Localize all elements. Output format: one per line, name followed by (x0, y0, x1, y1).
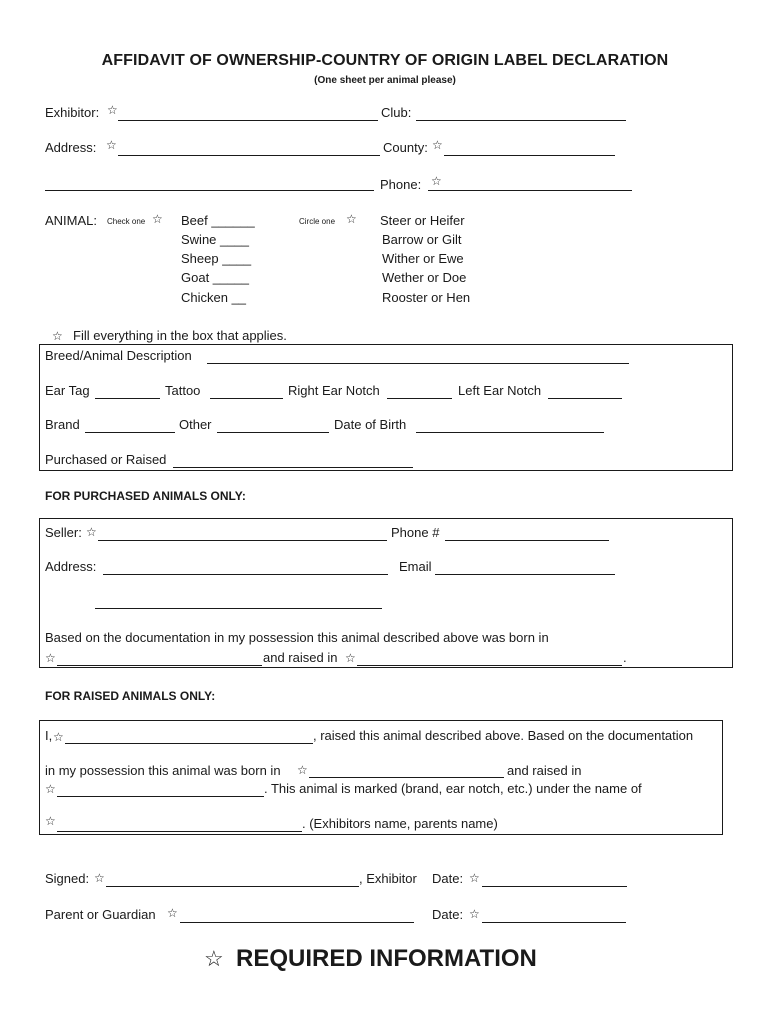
club-field[interactable] (416, 120, 626, 121)
tattoo-label: Tattoo (165, 383, 201, 398)
exhibitor-field[interactable] (118, 120, 378, 121)
required-star-icon: ☆ (469, 907, 480, 921)
sex-option-steer-heifer[interactable]: Steer or Heifer (380, 213, 465, 228)
period-mark: . (623, 650, 627, 665)
raised-in-label: and raised in (263, 650, 338, 665)
breed-label: Breed/Animal Description (45, 348, 192, 363)
required-star-icon: ☆ (152, 212, 163, 226)
documentation-text: Based on the documentation in my possession this animal described above was born in (45, 630, 549, 645)
sex-option-wether-doe[interactable]: Wether or Doe (382, 270, 467, 285)
left-ear-notch-label: Left Ear Notch (458, 383, 542, 398)
i-label: I, (45, 728, 53, 743)
seller-email-field[interactable] (435, 574, 615, 575)
born-in-statement: in my possession this animal was born in (45, 763, 281, 778)
county-field[interactable] (444, 155, 615, 156)
address-line-2-field[interactable] (45, 190, 374, 191)
sex-option-rooster-hen[interactable]: Rooster or Hen (382, 290, 471, 305)
required-star-icon: ☆ (469, 871, 480, 885)
animal-type-sheep[interactable]: Sheep ____ (181, 251, 252, 266)
signed-label: Signed: (45, 871, 90, 886)
page-title: AFFIDAVIT OF OWNERSHIP-COUNTRY OF ORIGIN LABEL DECLARATION (101, 52, 669, 69)
exhibitor-date-field[interactable] (482, 886, 627, 887)
names-note: . (Exhibitors name, parents name) (302, 816, 498, 831)
raised-heading: FOR RAISED ANIMALS ONLY: (45, 689, 216, 703)
address-field[interactable] (118, 155, 380, 156)
raised-born-in-field[interactable] (309, 777, 504, 778)
seller-phone-label: Phone # (391, 525, 440, 540)
animal-label: ANIMAL: (45, 213, 98, 228)
animal-type-swine[interactable]: Swine ____ (181, 232, 249, 247)
animal-type-beef[interactable]: Beef ______ (181, 213, 255, 228)
and-raised-in-label: and raised in (507, 763, 582, 778)
required-star-icon: ☆ (52, 329, 63, 343)
other-field[interactable] (217, 432, 329, 433)
purchased-heading: FOR PURCHASED ANIMALS ONLY: (45, 489, 246, 503)
required-star-icon: ☆ (45, 782, 56, 796)
required-star-icon: ☆ (431, 174, 442, 188)
exhibitor-label: Exhibitor: (45, 105, 100, 120)
sex-option-wither-ewe[interactable]: Wither or Ewe (382, 251, 464, 266)
purchased-raised-field[interactable] (173, 467, 413, 468)
address-label: Address: (45, 140, 97, 155)
date-label-2: Date: (432, 907, 464, 922)
required-star-icon: ☆ (94, 871, 105, 885)
phone-label: Phone: (380, 177, 422, 192)
seller-phone-field[interactable] (445, 540, 609, 541)
born-in-field[interactable] (57, 665, 262, 666)
purchased-raised-label: Purchased or Raised (45, 452, 167, 467)
brand-field[interactable] (85, 432, 175, 433)
animal-type-chicken[interactable]: Chicken __ (181, 290, 247, 305)
club-label: Club: (381, 105, 412, 120)
brand-label: Brand (45, 417, 80, 432)
marked-statement: . This animal is marked (brand, ear notch, etc.) under the name of (264, 781, 642, 796)
guardian-signature-field[interactable] (180, 922, 414, 923)
animal-type-goat[interactable]: Goat _____ (181, 270, 249, 285)
seller-address-field[interactable] (103, 574, 388, 575)
required-star-icon: ☆ (106, 138, 117, 152)
date-label: Date: (432, 871, 464, 886)
circle-one-label: Circle one (299, 217, 336, 226)
required-star-icon: ☆ (432, 138, 443, 152)
ear-tag-field[interactable] (95, 398, 160, 399)
seller-label: Seller: (45, 525, 82, 540)
raised-in-location-field[interactable] (57, 796, 264, 797)
raised-in-field[interactable] (357, 665, 622, 666)
required-star-icon: ☆ (45, 814, 56, 828)
check-one-label: Check one (107, 217, 146, 226)
required-information-legend: REQUIRED INFORMATION (236, 945, 537, 972)
raiser-name-field[interactable] (65, 743, 313, 744)
required-star-icon: ☆ (204, 946, 224, 971)
guardian-date-field[interactable] (482, 922, 626, 923)
sex-option-barrow-gilt[interactable]: Barrow or Gilt (382, 232, 462, 247)
page-subtitle: (One sheet per animal please) (314, 75, 456, 86)
right-ear-notch-field[interactable] (387, 398, 452, 399)
seller-address-line-2-field[interactable] (95, 608, 382, 609)
required-star-icon: ☆ (297, 763, 308, 777)
right-ear-notch-label: Right Ear Notch (288, 383, 380, 398)
seller-address-label: Address: (45, 559, 97, 574)
breed-field[interactable] (207, 363, 629, 364)
date-of-birth-field[interactable] (416, 432, 604, 433)
date-of-birth-label: Date of Birth (334, 417, 407, 432)
seller-email-label: Email (399, 559, 432, 574)
required-star-icon: ☆ (345, 651, 356, 665)
county-label: County: (383, 140, 428, 155)
seller-field[interactable] (98, 540, 387, 541)
left-ear-notch-field[interactable] (548, 398, 622, 399)
required-star-icon: ☆ (346, 212, 357, 226)
required-star-icon: ☆ (107, 103, 118, 117)
other-label: Other (179, 417, 212, 432)
raised-statement: , raised this animal described above. Based on the documentation (313, 728, 694, 743)
ear-tag-label: Ear Tag (45, 383, 90, 398)
owner-names-field[interactable] (57, 831, 302, 832)
required-star-icon: ☆ (45, 651, 56, 665)
required-star-icon: ☆ (53, 730, 64, 744)
fill-box-note: Fill everything in the box that applies. (73, 328, 287, 343)
guardian-label: Parent or Guardian (45, 907, 156, 922)
exhibitor-signature-field[interactable] (106, 886, 359, 887)
required-star-icon: ☆ (167, 906, 178, 920)
tattoo-field[interactable] (210, 398, 283, 399)
required-star-icon: ☆ (86, 525, 97, 539)
phone-field[interactable] (428, 190, 632, 191)
exhibitor-signature-suffix: , Exhibitor (359, 871, 417, 886)
